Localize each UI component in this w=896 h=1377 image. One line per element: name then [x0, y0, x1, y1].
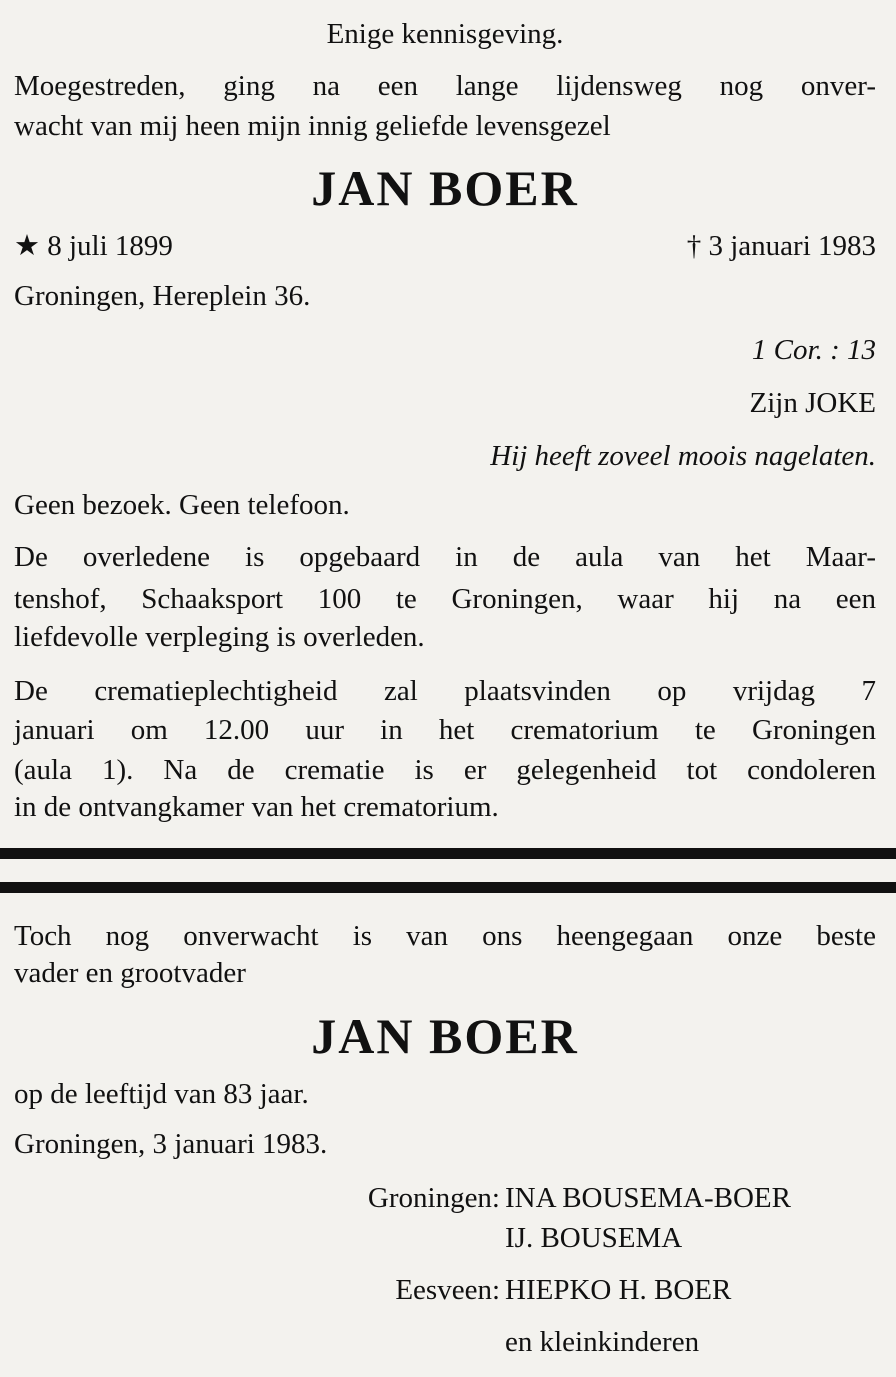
notice1-dates	[14, 226, 876, 266]
notice2-intro-line-2: vader en grootvader	[14, 957, 246, 989]
divider-rule-bottom	[0, 882, 896, 893]
notice2-name: JAN BOER	[311, 1008, 579, 1064]
notice1-para2-line-4: in de ontvangkamer van het crematorium.	[14, 791, 499, 823]
family-place-groningen: Groningen:	[367, 1182, 500, 1214]
notice1-name: JAN BOER	[311, 160, 579, 216]
divider-rule-top	[0, 848, 896, 859]
notice1-signed: Zijn JOKE	[749, 387, 876, 419]
notice1-para2-line-2: januari om 12.00 uur in het crematorium te Groningen	[14, 714, 876, 746]
notice2-place-date: Groningen, 3 januari 1983.	[14, 1128, 328, 1160]
notice2-age: op de leeftijd van 83 jaar.	[14, 1078, 309, 1110]
family-place-eesveen: Eesveen:	[395, 1274, 500, 1306]
birth-date: ★ 8 juli 1899	[14, 230, 173, 262]
family-grandchildren: en kleinkinderen	[505, 1326, 700, 1358]
family-name-hiepko: HIEPKO H. BOER	[505, 1274, 732, 1306]
notice1-address: Groningen, Hereplein 36.	[14, 280, 311, 312]
notice1-para1-line-2: tenshof, Schaaksport 100 te Groningen, waar hij na een	[14, 583, 876, 615]
family-name-ij: IJ. BOUSEMA	[505, 1222, 683, 1254]
notice1-para2-line-1: De crematieplechtigheid zal plaatsvinden op vrijdag 7	[14, 675, 876, 707]
family-name-ina: INA BOUSEMA-BOER	[505, 1182, 791, 1214]
notice1-verse: 1 Cor. : 13	[751, 334, 876, 366]
notice1-intro-line-2: wacht van mij heen mijn innig geliefde levensgezel	[14, 110, 611, 142]
notice1-heading: Enige kennisgeving.	[326, 18, 564, 50]
notice1-no-visit: Geen bezoek. Geen telefoon.	[14, 489, 350, 521]
notice1-para2-line-3: (aula 1). Na de crematie is er gelegenheid tot condoleren	[14, 754, 876, 786]
notice1-para1-line-3: liefdevolle verpleging is overleden.	[14, 621, 425, 653]
notice2-intro-line-1: Toch nog onverwacht is van ons heengegaan onze beste	[14, 920, 876, 952]
notice1-para1-line-1: De overledene is opgebaard in de aula van het Maar-	[14, 541, 876, 573]
notice1-intro-line-1: Moegestreden, ging na een lange lijdensweg nog onver-	[14, 70, 876, 102]
death-date: † 3 januari 1983	[686, 230, 876, 262]
notice1-quote: Hij heeft zoveel moois nagelaten.	[490, 440, 876, 472]
